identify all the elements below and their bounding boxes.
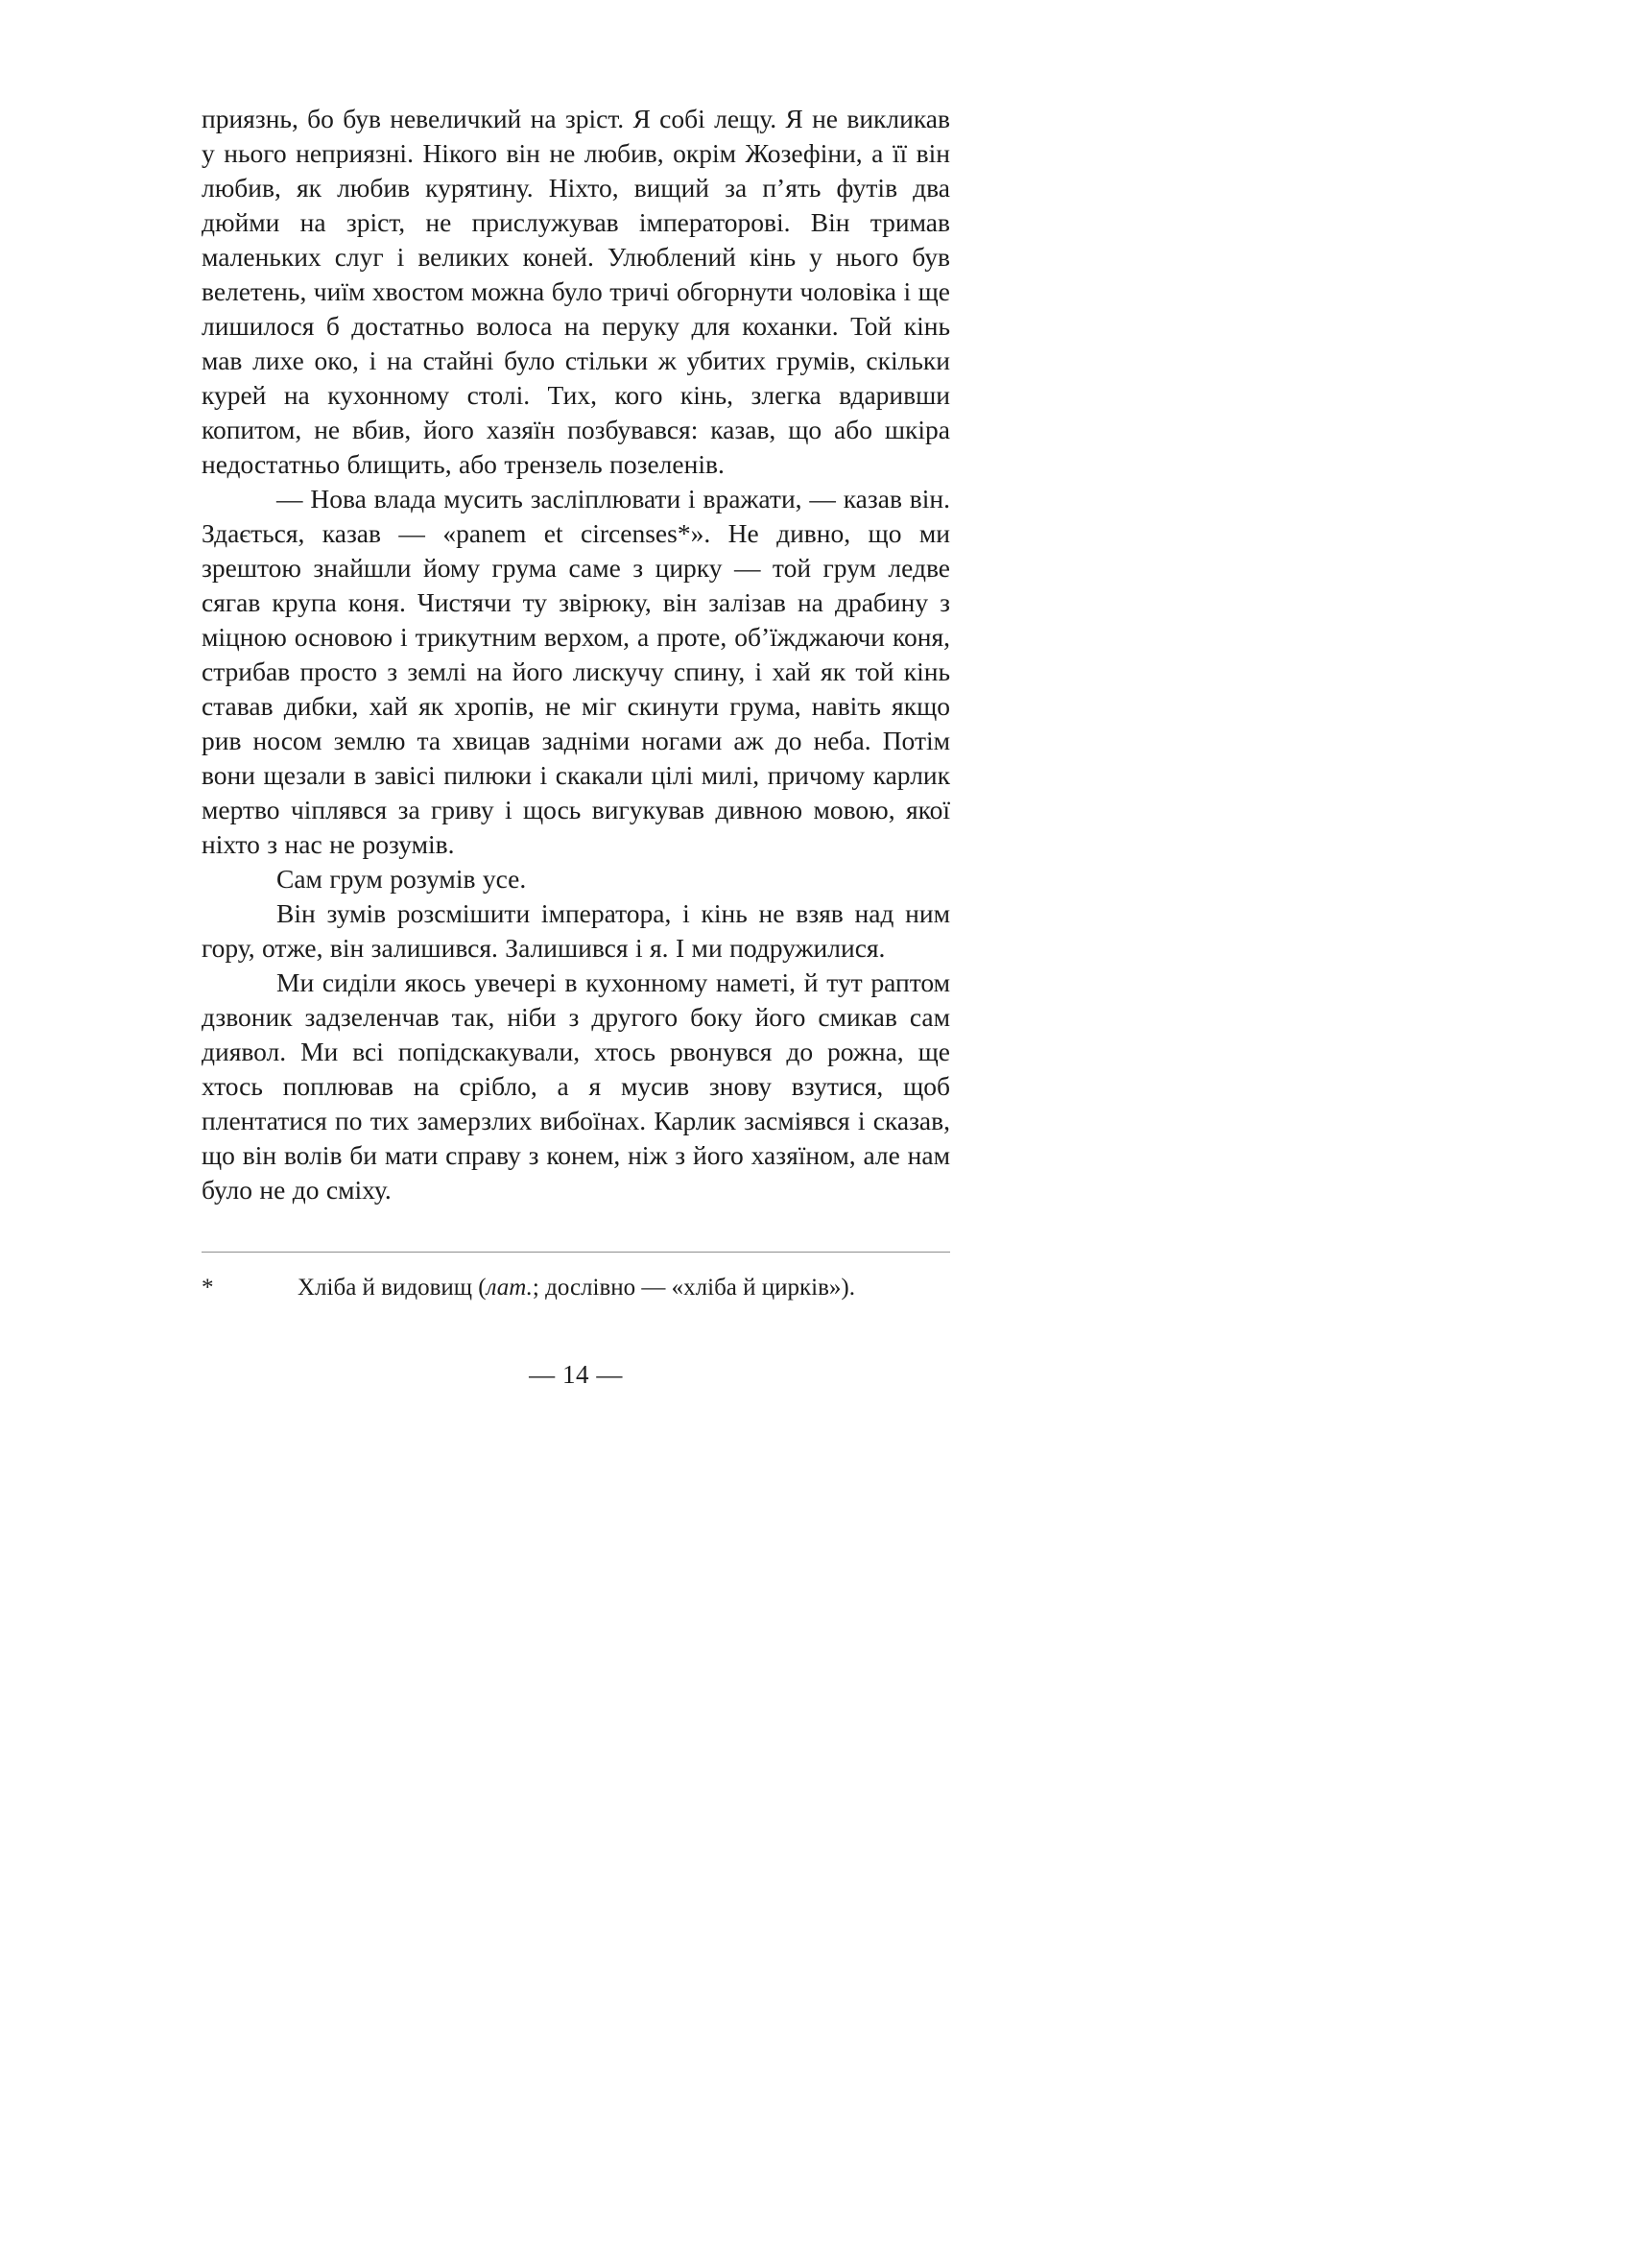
paragraph: приязнь, бо був невеличкий на зріст. Я собі лещу. Я не викликав у нього неприязні. Нікого він не любив, окрім Жозефіни, а її він любив, як любив курятину. Ніхто, вищий за п’ять футів два дюйми на зріст, не прислужував імператорові. Він тримав маленьких слуг і великих коней. Улюблений кінь у нього був велетень, чиїм хвостом можна було тричі обгорнути чоловіка і ще лишилося б достатньо волоса на перуку для коханки. Той кінь мав лихе око, і на стайні було стільки ж убитих грумів, скільки курей на кухонному столі. Тих, кого кінь, злегка вдаривши копитом, не вбив, його хазяїн позбувався: казав, що або шкіра недостатньо блищить, або трензель позеленів. <box>202 104 950 479</box>
paragraph: Ми сиділи якось увечері в кухонному наметі, й тут раптом дзвоник задзеленчав так, ніби з другого боку його смикав сам диявол. Ми всі попідскакували, хтось рвонувся до рожна, ще хтось поплював на срібло, а я мусив знову взутися, щоб плентатися по тих замерзлих вибоїнах. Карлик засміявся і сказав, що він волів би мати справу з конем, ніж з його хазяїном, але нам було не до сміху. <box>202 967 950 1205</box>
footnote-text <box>298 1272 855 1304</box>
paragraph: Він зумів розсмішити імператора, і кінь не взяв над ним гору, отже, він залишився. Залишився і я. І ми подружилися. <box>202 898 950 963</box>
page-number: — 14 — <box>529 1360 623 1389</box>
footnote-separator <box>202 1252 950 1253</box>
footnote <box>202 1272 950 1304</box>
footnote-text-before: Хліба й видовищ ( <box>298 1275 487 1301</box>
paragraph: Сам грум розумів усе. <box>276 864 527 894</box>
footnote-marker: * <box>202 1275 214 1301</box>
text-block <box>202 102 950 1390</box>
paragraph: — Нова влада мусить засліплювати і вражати, — казав він. Здається, казав — «panem et circenses*». Не дивно, що ми зрештою знайшли йому грума саме з цирку — той грум ледве сягав крупа коня. Чистячи ту звірюку, він залізав на драбину з міцною основою і трикутним верхом, а проте, об’їжджаючи коня, стрибав просто з землі на його лискучу спину, і хай як той кінь ставав дибки, хай як хропів, не міг скинути грума, навіть якщо рив носом землю та хвицав задніми ногами аж до неба. Потім вони щезали в завісі пилюки і скакали цілі милі, причому карлик мертво чіплявся за гриву і щось вигукував дивною мовою, якої ніхто з нас не розумів. <box>202 484 950 859</box>
footnote-text-italic: лат. <box>486 1275 533 1301</box>
footnote-text-after: ; дослівно — «хліба й цирків»). <box>532 1275 856 1301</box>
body-text <box>202 102 950 1207</box>
